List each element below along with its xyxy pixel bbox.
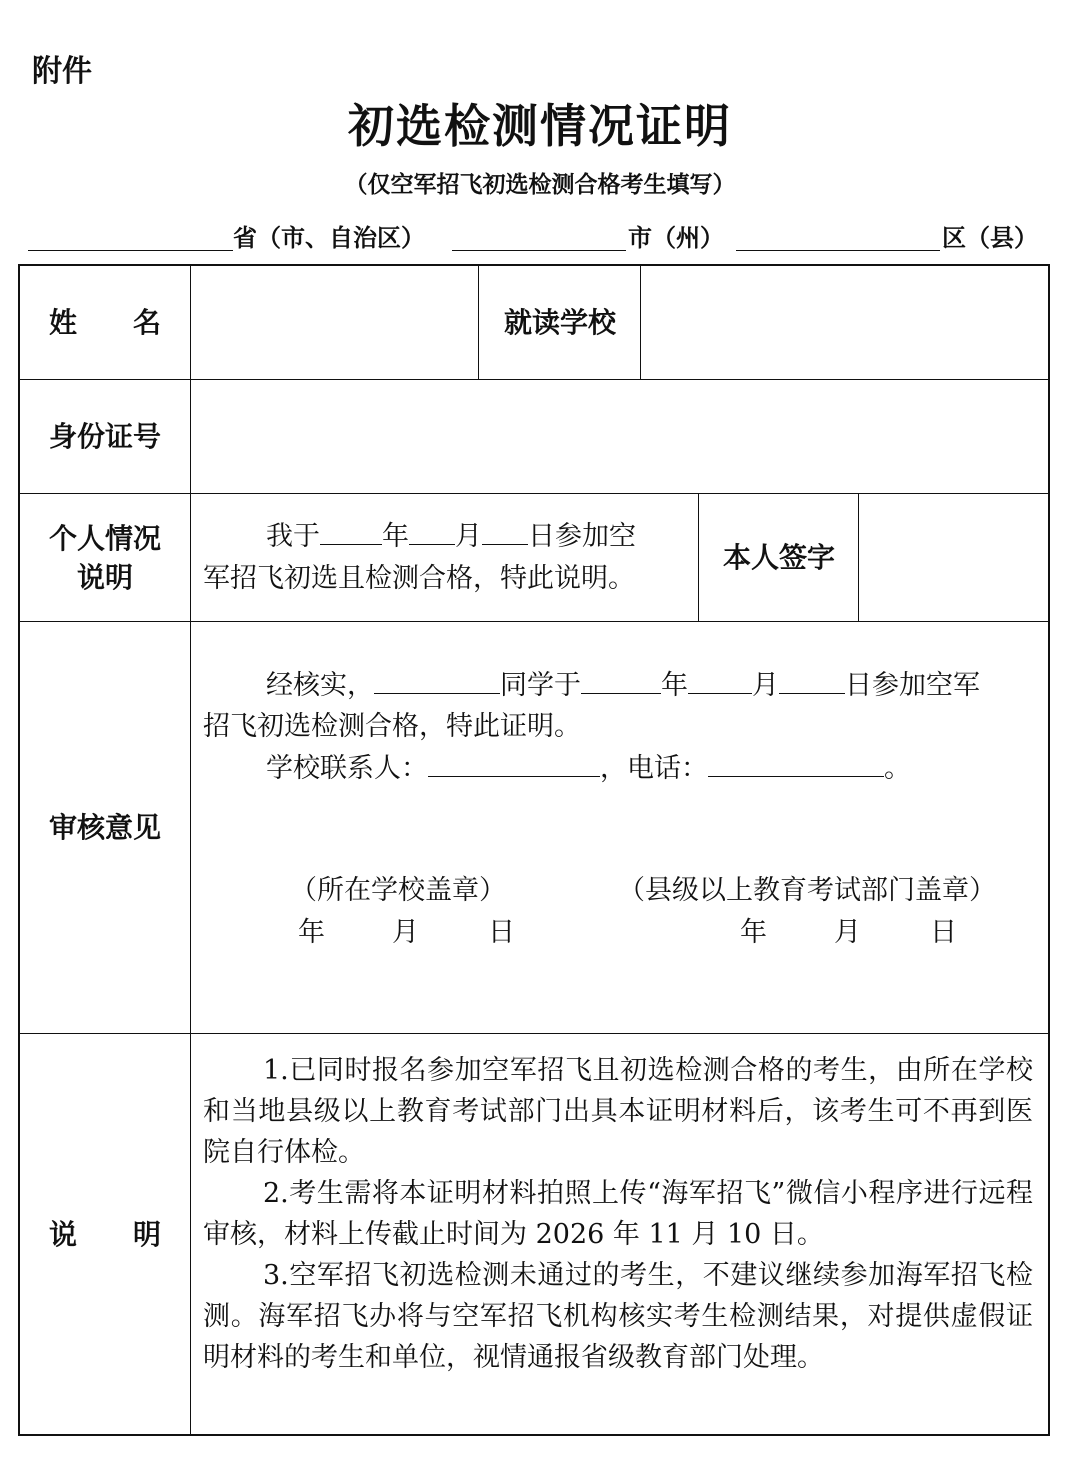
review-text-month: 月 xyxy=(752,670,779,701)
personal-statement-label xyxy=(20,495,190,621)
city-label: 市（州） xyxy=(628,223,724,252)
column-divider xyxy=(640,264,641,379)
attachment-label: 附件 xyxy=(32,54,92,89)
personal-text-line1 xyxy=(266,516,636,557)
phone-label: ，电话： xyxy=(600,753,708,784)
id-number-label: 身份证号 xyxy=(48,420,161,454)
id-number-field[interactable] xyxy=(192,381,1048,493)
name-field[interactable] xyxy=(192,266,478,379)
personal-text-year: 年 xyxy=(382,521,409,552)
personal-day-blank[interactable] xyxy=(482,517,528,545)
personal-year-blank[interactable] xyxy=(320,517,382,545)
row-divider xyxy=(18,379,1050,380)
notes-label: 说 明 xyxy=(48,1217,161,1251)
page-subtitle: （仅空军招飞初选检测合格考生填写） xyxy=(344,171,736,198)
review-day-blank[interactable] xyxy=(779,666,845,694)
review-text-year: 年 xyxy=(661,670,688,701)
column-divider xyxy=(478,264,479,379)
dept-stamp-label: （县级以上教育考试部门盖章） xyxy=(618,875,996,906)
review-month-blank[interactable] xyxy=(688,666,752,694)
dept-stamp-year: 年 xyxy=(740,917,767,948)
review-student-blank[interactable] xyxy=(374,666,500,694)
personal-label-line2: 说明 xyxy=(76,561,133,594)
row-divider xyxy=(18,1033,1050,1034)
province-input[interactable] xyxy=(28,250,233,251)
school-stamp-year: 年 xyxy=(298,917,325,948)
school-label: 就读学校 xyxy=(503,305,616,339)
column-divider xyxy=(858,493,859,621)
review-text-p1: 经核实， xyxy=(266,670,374,701)
district-input[interactable] xyxy=(736,250,940,251)
personal-text-month: 月 xyxy=(455,521,482,552)
contact-label: 学校联系人： xyxy=(266,753,428,784)
province-label: 省（市、自治区） xyxy=(233,223,425,252)
personal-month-blank[interactable] xyxy=(409,517,455,545)
page-title: 初选检测情况证明 xyxy=(348,99,732,153)
school-stamp-day: 日 xyxy=(488,917,515,948)
notes-content xyxy=(203,1050,1033,1378)
note-item-1: 1.已同时报名参加空军招飞且初选检测合格的考生，由所在学校和当地县级以上教育考试部门出具本证明材料后，该考生可不再到医院自行体检。 xyxy=(203,1055,1033,1168)
column-divider xyxy=(190,264,191,1436)
contact-blank[interactable] xyxy=(428,749,600,777)
signature-field[interactable] xyxy=(860,495,1048,621)
dept-stamp-day: 日 xyxy=(930,917,957,948)
school-field[interactable] xyxy=(642,266,1048,379)
contact-period: 。 xyxy=(884,753,911,784)
review-text-p2: 同学于 xyxy=(500,670,581,701)
signature-label: 本人签字 xyxy=(722,541,835,575)
note-item-3: 3.空军招飞初选检测未通过的考生，不建议继续参加海军招飞检测。海军招飞办将与空军招飞机构核实考生检测结果，对提供虚假证明材料的考生和单位，视情通报省级教育部门处理。 xyxy=(203,1260,1033,1373)
district-label: 区（县） xyxy=(942,223,1038,252)
review-opinion-label: 审核意见 xyxy=(48,811,161,845)
review-text-day: 日参加空军 xyxy=(845,670,980,701)
personal-label-line1: 个人情况 xyxy=(48,521,161,555)
row-divider xyxy=(18,621,1050,622)
review-text-line2: 招飞初选检测合格，特此证明。 xyxy=(203,711,581,742)
review-text-line1 xyxy=(266,665,980,706)
personal-text-line2: 军招飞初选且检测合格，特此说明。 xyxy=(203,563,635,594)
column-divider xyxy=(698,493,699,621)
phone-blank[interactable] xyxy=(708,749,884,777)
region-line xyxy=(28,214,1052,254)
row-divider xyxy=(18,493,1050,494)
dept-stamp-month: 月 xyxy=(834,917,861,948)
personal-text-p1: 我于 xyxy=(266,521,320,552)
note-item-2: 2.考生需将本证明材料拍照上传“海军招飞”微信小程序进行远程审核，材料上传截止时间为 2026 年 11 月 10 日。 xyxy=(203,1178,1033,1250)
city-input[interactable] xyxy=(452,250,626,251)
review-contact-line xyxy=(266,748,911,789)
name-label: 姓 名 xyxy=(48,305,161,339)
personal-text-day: 日参加空 xyxy=(528,521,636,552)
school-stamp-month: 月 xyxy=(392,917,419,948)
review-year-blank[interactable] xyxy=(581,666,661,694)
school-stamp-label: （所在学校盖章） xyxy=(290,875,506,906)
